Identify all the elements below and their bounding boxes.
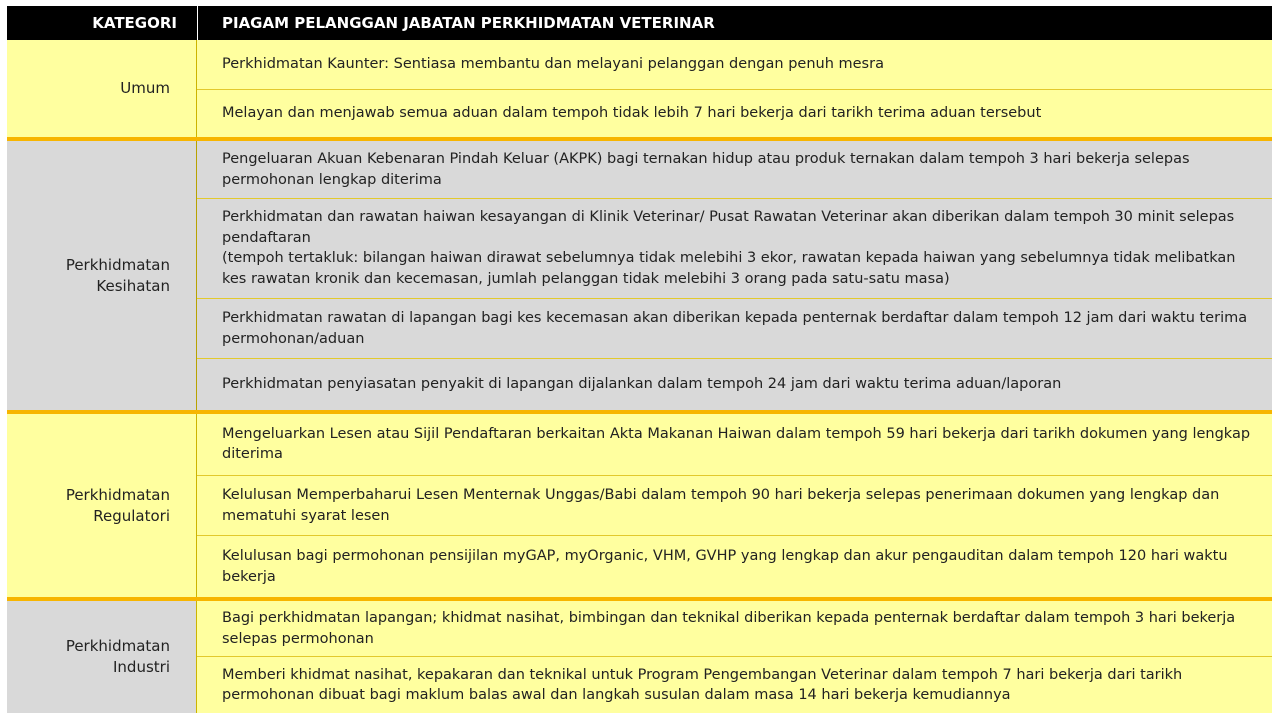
group-umum [7, 40, 1272, 137]
charter-item: Pengeluaran Akuan Kebenaran Pindah Keluar (AKPK) bagi ternakan hidup atau produk ternakan dalam tempoh 3 hari bekerja selepas permohonan lengkap diterima [222, 151, 1190, 188]
category-label: Perkhidmatan Kesihatan [7, 141, 197, 410]
group-industri [7, 597, 1272, 713]
header-charter-title: PIAGAM PELANGGAN JABATAN PERKHIDMATAN VETERINAR [197, 6, 1272, 40]
category-label: Umum [7, 40, 197, 137]
charter-item-note: (tempoh tertakluk: bilangan haiwan dirawat sebelumnya tidak melebihi 3 ekor, rawatan kepada haiwan yang sebelumnya tidak melibatkan kes rawatan kronik dan kecemasan, jumlah pelanggan tidak melebihi 3 orang pada satu-satu masa) [222, 250, 1236, 287]
group-kesihatan [7, 137, 1272, 410]
charter-item: Bagi perkhidmatan lapangan; khidmat nasihat, bimbingan dan teknikal diberikan kepada penternak berdaftar dalam tempoh 3 hari bekerja selepas permohonan [222, 610, 1236, 647]
charter-item-with-note [197, 198, 1272, 298]
category-label: Perkhidmatan Regulatori [7, 414, 197, 597]
charter-table [7, 6, 1272, 713]
charter-item: Memberi khidmat nasihat, kepakaran dan teknikal untuk Program Pengembangan Veterinar dalam tempoh 7 hari bekerja dari tarikh permohonan dibuat bagi maklum balas awal dan langkah susulan dalam masa 14 hari bekerja kemudiannya [197, 656, 1272, 713]
charter-item: Melayan dan menjawab semua aduan dalam tempoh tidak lebih 7 hari bekerja dari tarikh terima aduan tersebut [197, 89, 1272, 137]
charter-item: Kelulusan Memperbaharui Lesen Menternak Unggas/Babi dalam tempoh 90 hari bekerja selepas penerimaan dokumen yang lengkap dan mematuhi syarat lesen [197, 475, 1272, 536]
category-label: Perkhidmatan Industri [7, 601, 197, 713]
charter-item: Perkhidmatan penyiasatan penyakit di lapangan dijalankan dalam tempoh 24 jam dari waktu terima aduan/laporan [197, 358, 1272, 410]
charter-item: Mengeluarkan Lesen atau Sijil Pendaftaran berkaitan Akta Makanan Haiwan dalam tempoh 59 hari bekerja dari tarikh dokumen yang lengkap diterima [222, 425, 1251, 463]
charter-item: Perkhidmatan Kaunter: Sentiasa membantu dan melayani pelanggan dengan penuh mesra [222, 56, 884, 73]
group-regulatori [7, 410, 1272, 597]
table-header [7, 6, 1272, 40]
charter-item: Perkhidmatan rawatan di lapangan bagi kes kecemasan akan diberikan kepada penternak berdaftar dalam tempoh 12 jam dari waktu terima permohonan/aduan [197, 298, 1272, 358]
charter-item: Kelulusan bagi permohonan pensijilan myGAP, myOrganic, VHM, GVHP yang lengkap dan akur pengauditan dalam tempoh 120 hari waktu bekerja [197, 535, 1272, 597]
header-category: KATEGORI [92, 14, 177, 32]
charter-item-text: Perkhidmatan dan rawatan haiwan kesayangan di Klinik Veterinar/ Pusat Rawatan Veterinar akan diberikan dalam tempoh 30 minit selepas pendaftaran [222, 209, 1235, 246]
